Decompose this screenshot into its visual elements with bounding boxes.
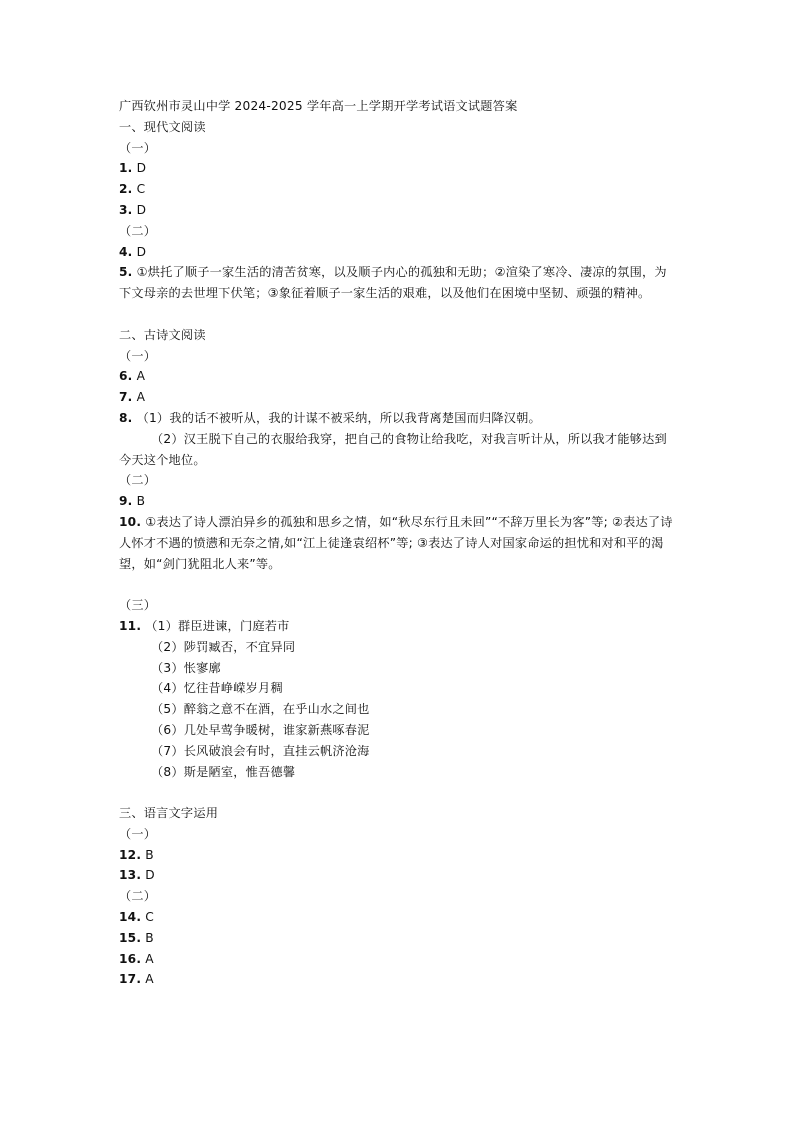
part-label: （二） (119, 223, 157, 238)
answer-line (119, 491, 679, 512)
answer-line (119, 387, 679, 408)
answer-line (119, 366, 679, 387)
question-number: 1. (119, 161, 133, 176)
answer-line: （7）长风破浪会有时，直挂云帆济沧海 (151, 743, 370, 758)
question-number: 11. (119, 618, 142, 633)
question-number: 10. (119, 514, 142, 529)
section-heading-modern-reading: 一、现代文阅读 (119, 119, 206, 134)
part-label: （二） (119, 889, 157, 904)
answer-text: ①表达了诗人漂泊异乡的孤独和思乡之情，如“秋尽东行且未回”“不辞万里长为客”等; ②表达了诗人怀才不遇的愤懑和无奈之情,如“江上徒逢袁绍杯”等; ③表达了诗人对国家命运的担忧和对和平的渴望，如“剑门犹阻北人来”等。 (119, 514, 673, 571)
answer-line: （8）斯是陋室，惟吾德馨 (151, 764, 296, 779)
spacer (119, 574, 679, 595)
answer-text: C (145, 910, 154, 925)
part-label: （一） (119, 348, 157, 363)
spacer (119, 304, 679, 325)
part-label: （一） (119, 826, 157, 841)
answer-line: （4）忆往昔峥嵘岁月稠 (151, 681, 283, 696)
question-number: 9. (119, 494, 133, 509)
answer-line (119, 242, 679, 263)
answer-line (119, 969, 679, 990)
answer-text: D (136, 202, 147, 217)
answer-text: D (136, 244, 147, 259)
answer-line (119, 408, 679, 429)
spacer (119, 782, 679, 803)
answer-line (119, 907, 679, 928)
question-number: 2. (119, 182, 133, 197)
answer-text: A (145, 951, 154, 966)
answer-text: B (145, 930, 154, 945)
answer-text: B (136, 494, 146, 509)
answer-paragraph: （2）汉王脱下自己的衣服给我穿，把自己的食物让给我吃，对我言听计从，所以我才能够达到今天这个地位。 (119, 431, 667, 467)
part-label: （二） (119, 473, 157, 488)
question-number: 6. (119, 369, 133, 384)
answer-line (119, 928, 679, 949)
answer-text: A (136, 369, 146, 384)
question-number: 17. (119, 972, 142, 987)
answer-paragraph (119, 512, 679, 574)
part-label: （一） (119, 140, 157, 155)
answer-text: B (145, 847, 154, 862)
answer-line: （3）怅寥廓 (151, 660, 221, 675)
question-number: 15. (119, 930, 142, 945)
answer-text: A (136, 390, 146, 405)
part-label: （三） (119, 598, 157, 613)
section-heading-classical-reading: 二、古诗文阅读 (119, 327, 206, 342)
answer-text: D (145, 868, 155, 883)
answer-line (119, 179, 679, 200)
answer-line: （5）醉翁之意不在酒，在乎山水之间也 (151, 702, 370, 717)
answer-text: （1）我的话不被听从，我的计谋不被采纳，所以我背离楚国而归降汉朝。 (136, 410, 541, 425)
answer-text: C (136, 182, 146, 197)
answer-line (119, 616, 679, 637)
answer-line (119, 158, 679, 179)
section-heading-language-use: 三、语言文字运用 (119, 806, 219, 821)
answer-paragraph (119, 262, 679, 304)
answer-line: （6）几处早莺争暖树，谁家新燕啄春泥 (151, 722, 370, 737)
question-number: 5. (119, 265, 133, 280)
question-number: 7. (119, 390, 133, 405)
answer-line (119, 865, 679, 886)
answer-text: （1）群臣进谏，门庭若市 (145, 618, 290, 633)
answer-line (119, 845, 679, 866)
question-number: 16. (119, 951, 142, 966)
question-number: 3. (119, 202, 133, 217)
question-number: 13. (119, 868, 142, 883)
document-title: 广西钦州市灵山中学 2024-2025 学年高一上学期开学考试语文试题答案 (119, 99, 518, 113)
answer-line: （2）陟罚臧否，不宜异同 (151, 639, 296, 654)
answer-text: ①烘托了顺子一家生活的清苦贫寒，以及顺子内心的孤独和无助；②渲染了寒冷、凄凉的氛围，为下文母亲的去世埋下伏笔；③象征着顺子一家生活的艰难，以及他们在困境中坚韧、顽强的精神。 (119, 265, 667, 301)
answer-line (119, 200, 679, 221)
question-number: 12. (119, 847, 142, 862)
document-page (119, 96, 679, 990)
answer-text: D (136, 161, 147, 176)
question-number: 4. (119, 244, 133, 259)
question-number: 14. (119, 910, 142, 925)
answer-line (119, 949, 679, 970)
question-number: 8. (119, 410, 133, 425)
answer-text: A (145, 972, 154, 987)
